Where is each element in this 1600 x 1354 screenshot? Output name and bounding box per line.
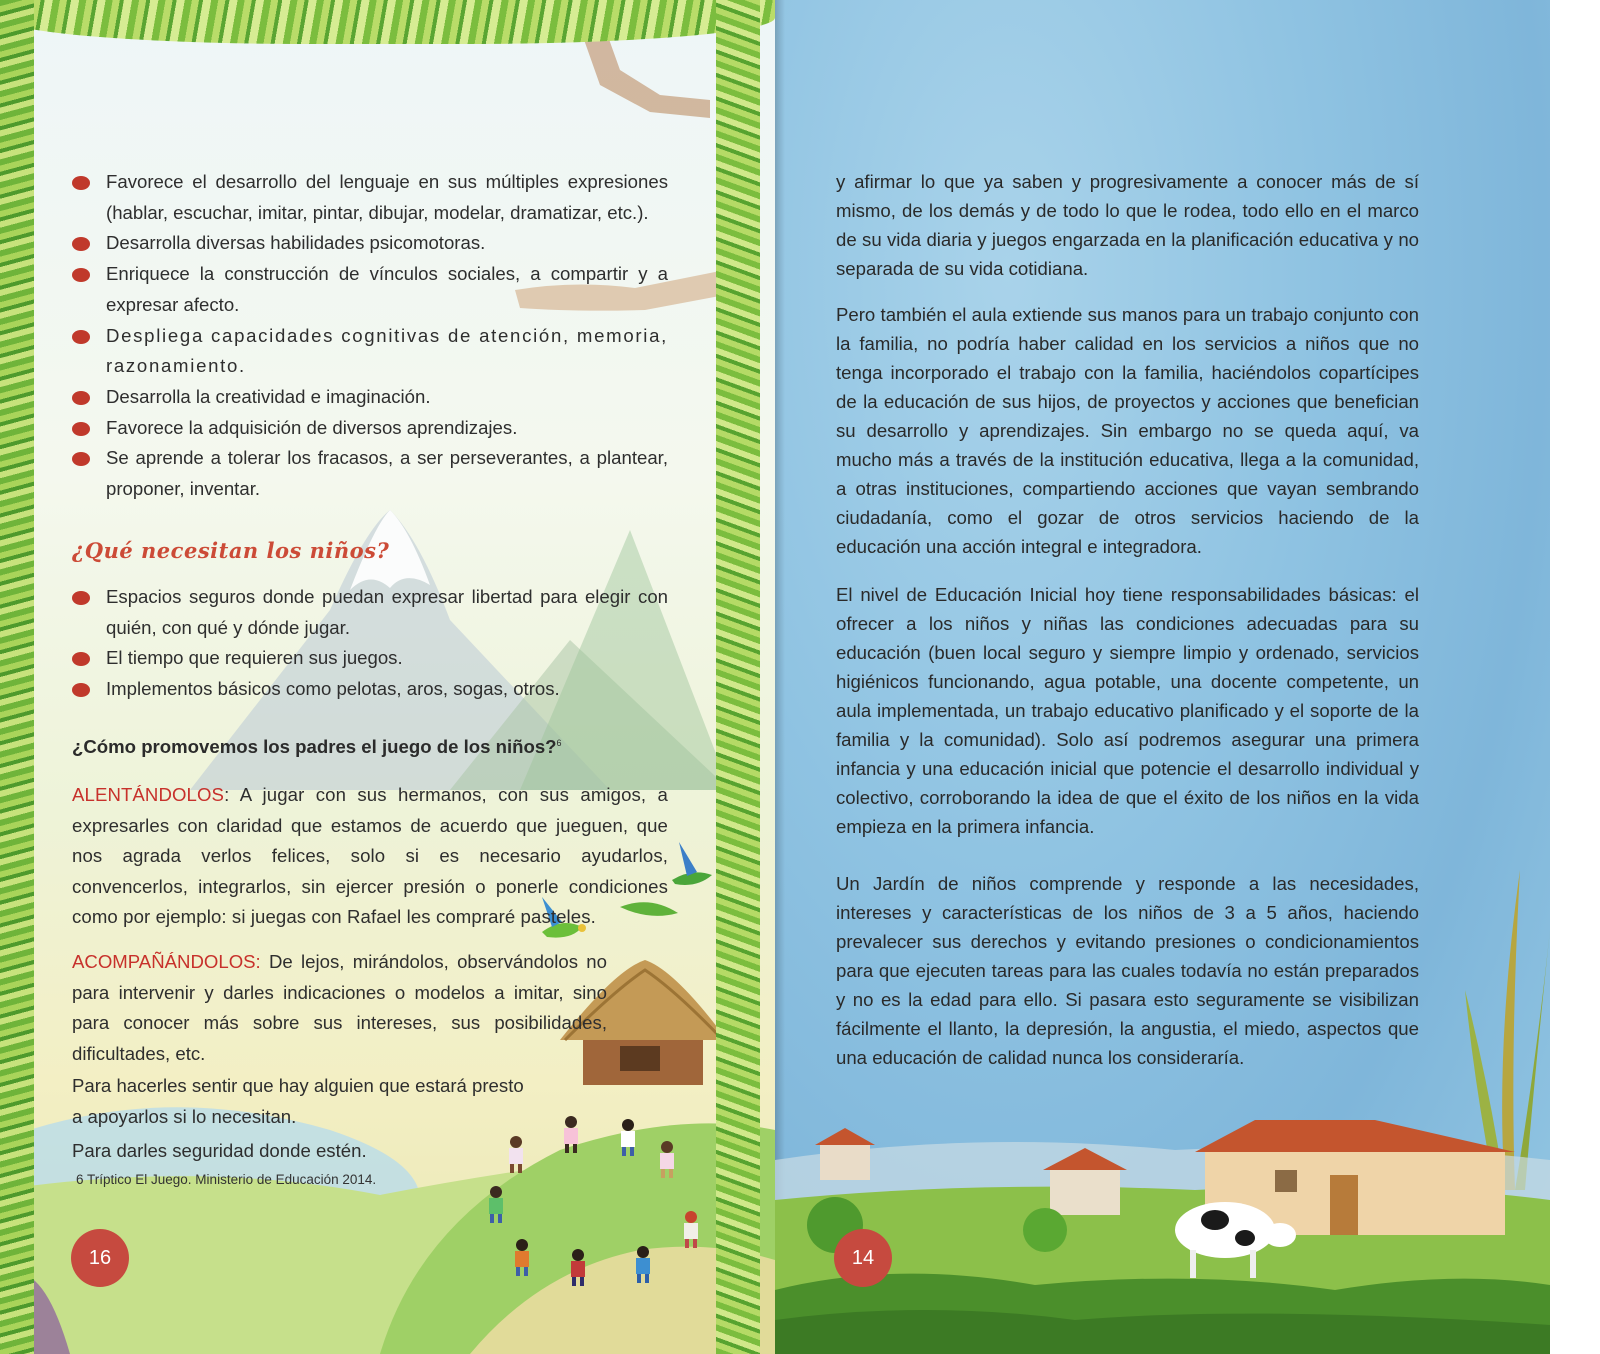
lead-term-encouraging: ALENTÁNDOLOS <box>72 784 225 805</box>
paragraph: Pero también el aula extiende sus manos para un trabajo conjunto con la familia, no podría haber calidad en los servicios a niños que no tenga incorporado el trabajo con la familia, haciéndolos copartícipes de la educación de sus hijos, de proyectos y acciones que benefician su desarrollo y aprendizajes. Sin embargo no se queda aquí, va mucho más a través de la institución educativa, llega a la comunidad, a otras instituciones, compartiendo acciones que vayan sembrando ciudadanía, como el gozar de otros servicios haciendo de la educación una acción integral e integradora. <box>836 304 1419 557</box>
parrot-illustration-3 <box>667 840 717 890</box>
list-item: Espacios seguros donde puedan expresar libertad para elegir con quién, con qué y dónde jugar. <box>72 582 668 643</box>
left-page <box>0 0 775 1354</box>
paragraph: y afirmar lo que ya saben y progresivamente a conocer más de sí mismo, de los demás y de todo lo que le rodea, todo ello en el marco de su vida diaria y juegos engarzada en la planificación educativa y no separada de su vida cotidiana. <box>836 171 1419 279</box>
list-item: Se aprende a tolerar los fracasos, a ser perseverantes, a plantear, proponer, inventar. <box>72 443 668 504</box>
lead-term-accompanying: ACOMPAÑÁNDOLOS: <box>72 951 261 972</box>
child-illustration <box>680 1210 702 1248</box>
children-needs-list <box>72 582 668 705</box>
village-landscape-illustration <box>775 1120 1550 1354</box>
page-number-badge: 14 <box>834 1229 892 1287</box>
footnote-reference: 6 <box>556 737 562 748</box>
child-illustration <box>485 1185 507 1223</box>
question-heading <box>72 736 562 758</box>
paragraph-encouraging <box>72 780 668 933</box>
list-item: Implementos básicos como pelotas, aros, sogas, otros. <box>72 674 668 705</box>
play-benefits-list <box>72 167 668 505</box>
list-item: Favorece el desarrollo del lenguaje en sus múltiples expresiones (hablar, escuchar, imitar, pintar, dibujar, modelar, dramatizar, etc.). <box>72 167 668 228</box>
list-item: Favorece la adquisición de diversos aprendizajes. <box>72 413 668 444</box>
list-item: Enriquece la construcción de vínculos sociales, a compartir y a expresar afecto. <box>72 259 668 320</box>
foliage-border-top <box>0 0 775 44</box>
list-item: El tiempo que requieren sus juegos. <box>72 643 668 674</box>
paragraph-accompanying <box>72 947 607 1069</box>
right-page <box>775 0 1550 1354</box>
paragraph: Un Jardín de niños comprende y responde a las necesidades, intereses y características de los niños de 3 a 5 años, haciendo prevalecer sus derechos y evitando presiones o condicionamientos para que ejecuten tareas para las cuales todavía no están preparados y no es la edad para ello. Si pasara esto seguramente se visibilizan fácilmente el llanto, la depresión, la angustia, el miedo, aspectos que una educación de calidad nunca los consideraría. <box>836 873 1419 1068</box>
paragraph-security: Para darles seguridad donde estén. <box>72 1140 367 1161</box>
list-item: Desarrolla diversas habilidades psicomotoras. <box>72 228 668 259</box>
child-illustration <box>560 1115 582 1153</box>
foliage-border-right <box>716 0 760 1354</box>
footnote: 6 Tríptico El Juego. Ministerio de Educación 2014. <box>76 1172 377 1187</box>
paragraph: El nivel de Educación Inicial hoy tiene responsabilidades básicas: el ofrecer a los niños y niñas las condiciones adecuadas para su educación (buen local seguro y siempre limpio y ordenado, servicios higiénicos funcionando, agua potable, una docente competente, un aula implementada, un trabajo educativo planificado y el soporte de la familia y la comunidad). Solo así podremos asegurar una primera infancia y una educación inicial que potencie el desarrollo individual y colectivo, corroborando la idea de que el éxito de los niños en la vida empieza en la primera infancia. <box>836 584 1419 837</box>
list-item: Desarrolla la creatividad e imaginación. <box>72 382 668 413</box>
page-margin <box>1550 0 1600 1354</box>
question-heading-text: ¿Cómo promovemos los padres el juego de los niños? <box>72 736 557 757</box>
page-number-badge: 16 <box>71 1229 129 1287</box>
paragraph-support: Para hacerles sentir que hay alguien que estará presto a apoyarlos si lo necesitan. <box>72 1075 524 1127</box>
paragraph-text: De lejos, mirándolos, observándolos no para intervenir y darles indicaciones o modelos a imitar, sino para conocer más sobre sus intereses, sus posibilidades, dificultades, etc. <box>72 951 607 1064</box>
child-illustration <box>567 1248 589 1286</box>
child-illustration <box>656 1140 678 1178</box>
child-illustration <box>632 1245 654 1283</box>
child-illustration <box>511 1238 533 1276</box>
section-heading-needs: ¿Qué necesitan los niños? <box>72 538 390 563</box>
child-illustration <box>617 1118 639 1156</box>
separator: : <box>224 784 230 805</box>
paragraph-text: A jugar con sus hermanos, con sus amigos, a expresarles con claridad que estamos de acuerdo que jueguen, que nos agrada verlos felices, solo si es necesario ayudarlos, convencerlos, integrarlos, sin ejercer presión o ponerle condiciones como por ejemplo: si juegas con Rafael les compraré pasteles. <box>72 784 668 927</box>
list-item: Despliega capacidades cognitivas de atención, memoria, razonamiento. <box>72 321 668 382</box>
foliage-border-left <box>0 0 34 1354</box>
